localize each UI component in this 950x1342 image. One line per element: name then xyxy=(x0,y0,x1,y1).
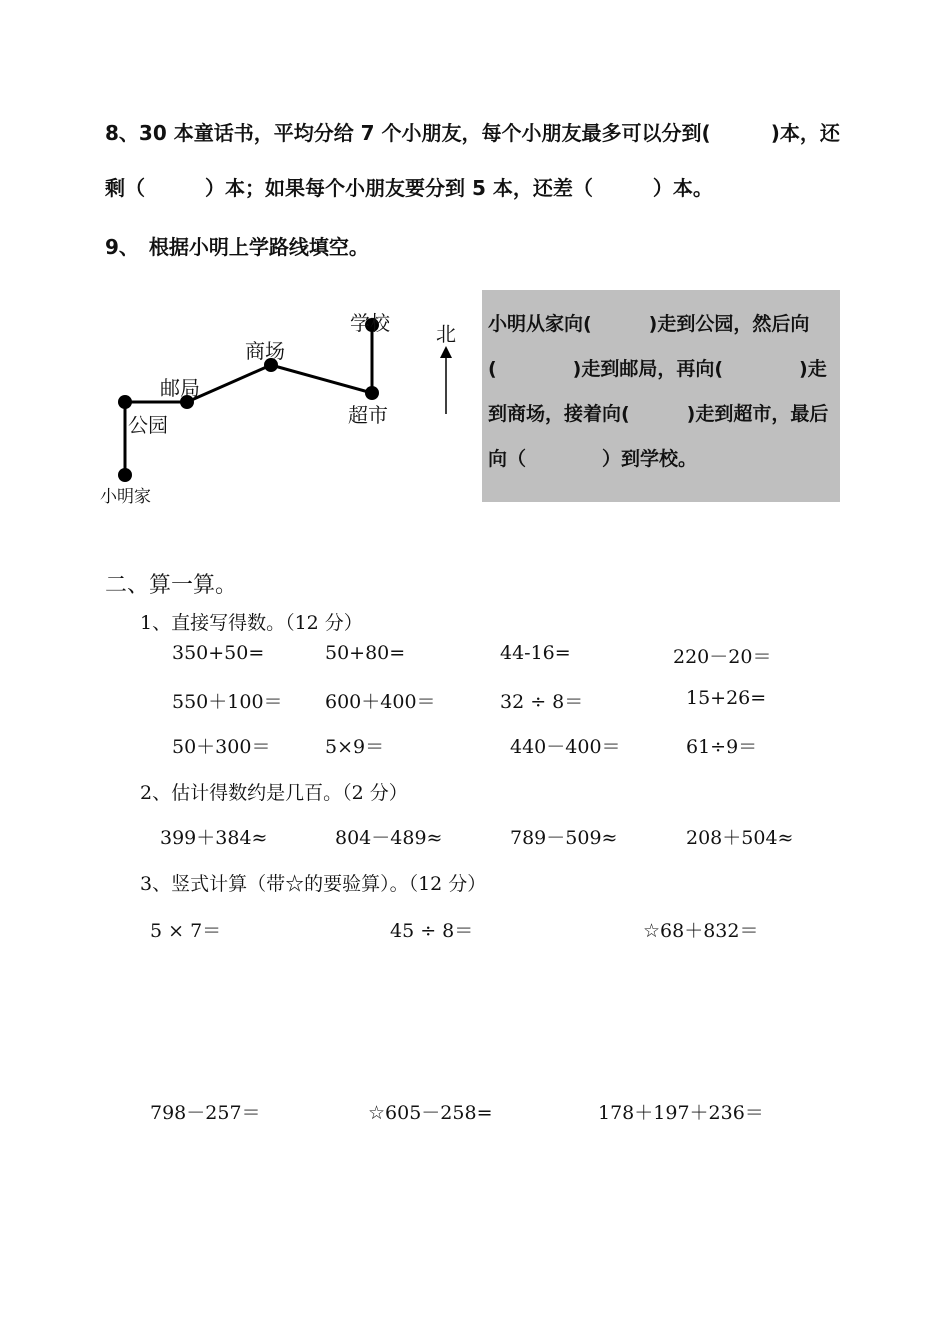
supermarket-dot xyxy=(365,386,379,400)
school-label: 学校 xyxy=(350,311,390,335)
p1-r1-c4: 220－20＝ xyxy=(673,646,772,668)
box-line1: 小明从家向( )走到公园，然后向 xyxy=(488,313,810,335)
p3-r2-c3: 178＋197＋236＝ xyxy=(598,1102,764,1124)
p2-item4: 208＋504≈ xyxy=(686,827,794,849)
park-label: 公园 xyxy=(128,413,168,437)
route-fill-box xyxy=(482,290,840,502)
home-label: 小明家 xyxy=(100,487,151,507)
box-line3: 到商场，接着向( )走到超市，最后 xyxy=(488,403,829,425)
supermarket-label: 超市 xyxy=(348,403,388,427)
p1-r3-c4: 61÷9＝ xyxy=(686,736,758,758)
p1-r1-c2: 50+80= xyxy=(325,642,406,664)
p2-item3: 789－509≈ xyxy=(510,827,618,849)
north-label: 北 xyxy=(436,322,456,346)
p3-r2-c2: ☆605－258= xyxy=(368,1102,493,1124)
p2-item1: 399＋384≈ xyxy=(160,827,268,849)
home-dot xyxy=(118,468,132,482)
p2-title: 2、估计得数约是几百。（2 分） xyxy=(140,782,408,804)
p1-r1-c3: 44-16= xyxy=(500,642,571,664)
north-indicator xyxy=(432,318,462,418)
park-dot xyxy=(118,395,132,409)
p1-r2-c4: 15+26= xyxy=(686,687,767,709)
p3-r1-c1: 5 × 7＝ xyxy=(150,920,222,942)
north-arrow-icon xyxy=(432,318,462,418)
mall-label: 商场 xyxy=(245,339,285,363)
p1-title: 1、直接写得数。（12 分） xyxy=(140,612,363,634)
p3-r1-c2: 45 ÷ 8＝ xyxy=(390,920,474,942)
q9-title: 9、 根据小明上学路线填空。 xyxy=(105,235,369,259)
p1-r3-c2: 5×9＝ xyxy=(325,736,385,758)
p1-r2-c2: 600＋400＝ xyxy=(325,691,436,713)
p1-r3-c1: 50＋300＝ xyxy=(172,736,271,758)
q8-line2: 剩（ ）本；如果每个小朋友要分到 5 本，还差（ ）本。 xyxy=(105,176,713,200)
route-map xyxy=(95,295,415,515)
p1-r2-c1: 550＋100＝ xyxy=(172,691,283,713)
box-line4: 向（ ）到学校。 xyxy=(488,448,698,470)
box-line2: ( )走到邮局，再向( )走 xyxy=(488,358,827,380)
p1-r2-c3: 32 ÷ 8＝ xyxy=(500,691,584,713)
p3-title: 3、竖式计算（带☆的要验算）。（12 分） xyxy=(140,873,487,895)
p1-r1-c1: 350+50= xyxy=(172,642,265,664)
p2-item2: 804－489≈ xyxy=(335,827,443,849)
q8-line1: 8、30 本童话书，平均分给 7 个小朋友，每个小朋友最多可以分到( )本，还 xyxy=(105,121,840,145)
p1-r3-c3: 440－400＝ xyxy=(510,736,621,758)
post-office-label: 邮局 xyxy=(160,376,200,400)
p3-r2-c1: 798－257＝ xyxy=(150,1102,261,1124)
p3-r1-c3: ☆68＋832＝ xyxy=(643,920,759,942)
section2-title: 二、算一算。 xyxy=(105,573,238,598)
